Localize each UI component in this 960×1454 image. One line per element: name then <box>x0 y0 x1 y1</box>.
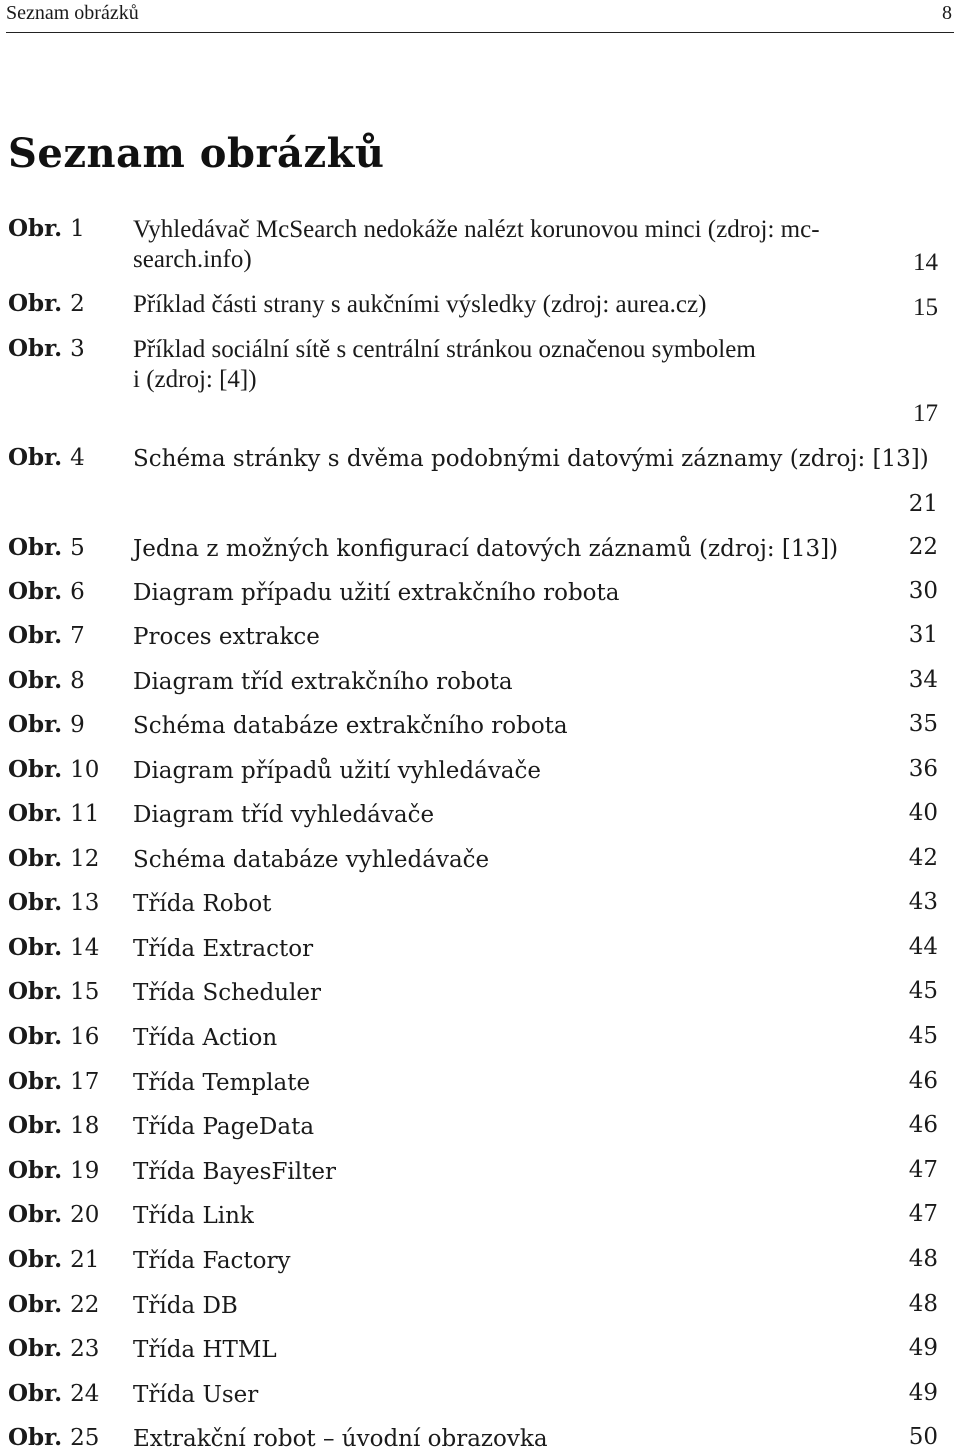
figure-caption <box>133 622 903 652</box>
figure-label-prefix: Obr. <box>8 444 71 471</box>
figure-caption <box>133 756 903 786</box>
page-reference: 47 <box>908 1157 938 1183</box>
figure-number: 7 <box>70 623 85 649</box>
figure-label <box>8 335 85 362</box>
caption-line: Třída HTML <box>133 1337 277 1363</box>
figure-number: 13 <box>70 890 100 916</box>
figure-caption <box>133 578 903 608</box>
figure-caption <box>133 1157 903 1187</box>
figure-number: 18 <box>70 1113 100 1139</box>
figure-caption <box>133 934 903 964</box>
caption-line: Třída Factory <box>133 1248 291 1274</box>
figure-caption <box>133 978 903 1008</box>
figure-label <box>8 934 99 961</box>
figure-label <box>8 290 85 317</box>
caption-line: Třída Extractor <box>133 936 314 962</box>
page-reference: 17 <box>913 400 938 427</box>
figure-caption <box>133 335 903 395</box>
caption-line: Schéma databáze vyhledávače <box>133 847 490 873</box>
figure-label <box>8 845 99 872</box>
figure-label <box>8 800 99 827</box>
figure-number: 4 <box>70 445 85 471</box>
caption-line: Diagram tříd vyhledávače <box>133 802 435 828</box>
figure-label <box>8 711 85 738</box>
figure-label-prefix: Obr. <box>8 534 71 561</box>
caption-line: Schéma stránky s dvěma podobnými datovými záznamy (zdroj: [13]) <box>133 446 929 472</box>
figure-label <box>8 1201 99 1228</box>
page-reference: 30 <box>908 578 938 604</box>
figure-label <box>8 1023 99 1050</box>
page-reference: 21 <box>908 491 938 517</box>
figure-number: 24 <box>70 1381 100 1407</box>
caption-line: Třída DB <box>133 1293 238 1319</box>
figure-label-prefix: Obr. <box>8 215 71 242</box>
caption-line: search.info) <box>133 246 252 273</box>
figure-label-prefix: Obr. <box>8 622 71 649</box>
figure-label <box>8 667 85 694</box>
caption-line: Třída User <box>133 1382 259 1408</box>
page-reference: 31 <box>908 622 938 648</box>
figure-label-prefix: Obr. <box>8 335 71 362</box>
caption-line: Třída BayesFilter <box>133 1159 336 1185</box>
figure-number: 21 <box>70 1247 100 1273</box>
figure-caption <box>133 800 903 830</box>
figure-number: 14 <box>70 935 100 961</box>
figure-caption <box>133 667 903 697</box>
figure-label <box>8 889 99 916</box>
figure-caption <box>133 1380 903 1410</box>
figure-label <box>8 534 85 561</box>
page-reference: 36 <box>908 756 938 782</box>
header-page-number: 8 <box>942 2 952 24</box>
page-reference: 44 <box>908 934 938 960</box>
caption-line: Příklad části strany s aukčními výsledky (zdroj: aurea.cz) <box>133 291 707 318</box>
figure-caption <box>133 444 929 474</box>
figure-caption <box>133 1246 903 1276</box>
page-reference: 50 <box>908 1424 938 1450</box>
caption-line: Vyhledávač McSearch nedokáže nalézt korunovou minci (zdroj: mc- <box>133 216 820 243</box>
page-reference: 48 <box>908 1246 938 1272</box>
figure-caption <box>133 1112 903 1142</box>
figure-label-prefix: Obr. <box>8 889 71 916</box>
page-reference: 34 <box>908 667 938 693</box>
figure-label <box>8 1157 99 1184</box>
figure-label-prefix: Obr. <box>8 1157 71 1184</box>
figure-number: 20 <box>70 1202 100 1228</box>
page-reference: 35 <box>908 711 938 737</box>
caption-line: Diagram případů užití vyhledávače <box>133 758 542 784</box>
figure-caption <box>133 1335 903 1365</box>
figure-label <box>8 1424 99 1451</box>
figure-caption <box>133 290 903 320</box>
header-title: Seznam obrázků <box>6 2 139 24</box>
page-reference: 43 <box>908 889 938 915</box>
figure-number: 9 <box>70 712 85 738</box>
page-reference: 45 <box>908 1023 938 1049</box>
figure-caption <box>133 845 903 875</box>
figure-label-prefix: Obr. <box>8 756 71 783</box>
figure-number: 17 <box>70 1069 100 1095</box>
figure-label <box>8 215 85 242</box>
running-header <box>6 0 954 33</box>
page-reference: 22 <box>908 534 938 560</box>
figure-label-prefix: Obr. <box>8 578 71 605</box>
figure-label-prefix: Obr. <box>8 1246 71 1273</box>
figure-caption <box>133 534 903 564</box>
caption-line: Diagram případu užití extrakčního robota <box>133 580 620 606</box>
figure-number: 8 <box>70 668 85 694</box>
figure-label-prefix: Obr. <box>8 711 71 738</box>
caption-line: Třída Scheduler <box>133 980 321 1006</box>
figure-number: 25 <box>70 1425 100 1451</box>
figure-number: 22 <box>70 1292 100 1318</box>
figure-label-prefix: Obr. <box>8 1068 71 1095</box>
figure-number: 2 <box>70 291 85 317</box>
figure-label-prefix: Obr. <box>8 978 71 1005</box>
caption-line: Třída Action <box>133 1025 278 1051</box>
figure-number: 11 <box>70 801 100 827</box>
figure-label <box>8 578 85 605</box>
figure-label <box>8 1246 99 1273</box>
caption-line: Třída Template <box>133 1070 311 1096</box>
page-reference: 14 <box>913 249 938 276</box>
figure-caption <box>133 1023 903 1053</box>
page-reference: 48 <box>908 1291 938 1317</box>
figure-number: 16 <box>70 1024 100 1050</box>
page-reference: 42 <box>908 845 938 871</box>
caption-line: Diagram tříd extrakčního robota <box>133 669 513 695</box>
figure-number: 23 <box>70 1336 100 1362</box>
page-reference: 46 <box>908 1068 938 1094</box>
figure-label-prefix: Obr. <box>8 1380 71 1407</box>
figure-label <box>8 1112 99 1139</box>
figure-label <box>8 756 99 783</box>
page-reference: 49 <box>908 1335 938 1361</box>
page-reference: 40 <box>908 800 938 826</box>
figure-number: 3 <box>70 336 85 362</box>
caption-line: Extrakční robot – úvodní obrazovka <box>133 1426 548 1452</box>
caption-line: Příklad sociální sítě s centrální stránkou označenou symbolem <box>133 336 756 363</box>
figure-label-prefix: Obr. <box>8 934 71 961</box>
figure-label-prefix: Obr. <box>8 290 71 317</box>
caption-line: i (zdroj: [4]) <box>133 366 257 393</box>
figure-number: 10 <box>70 757 100 783</box>
figure-number: 15 <box>70 979 100 1005</box>
page-reference: 47 <box>908 1201 938 1227</box>
caption-line: Třída Robot <box>133 891 272 917</box>
caption-line: Proces extrakce <box>133 624 320 650</box>
figure-label <box>8 1291 99 1318</box>
figure-label-prefix: Obr. <box>8 800 71 827</box>
figure-caption <box>133 1291 903 1321</box>
caption-line: Třída Link <box>133 1203 254 1229</box>
figure-label-prefix: Obr. <box>8 845 71 872</box>
caption-line: Třída PageData <box>133 1114 315 1140</box>
figure-label-prefix: Obr. <box>8 1335 71 1362</box>
figure-label <box>8 978 99 1005</box>
figure-caption <box>133 215 903 275</box>
figure-label-prefix: Obr. <box>8 1201 71 1228</box>
page-reference: 49 <box>908 1380 938 1406</box>
figure-number: 19 <box>70 1158 100 1184</box>
figure-caption <box>133 711 903 741</box>
figure-label <box>8 1335 99 1362</box>
figure-caption <box>133 1424 903 1454</box>
figure-label <box>8 444 85 471</box>
caption-line: Schéma databáze extrakčního robota <box>133 713 568 739</box>
figure-label-prefix: Obr. <box>8 1112 71 1139</box>
figure-number: 5 <box>70 535 85 561</box>
figure-label-prefix: Obr. <box>8 1023 71 1050</box>
figure-caption <box>133 889 903 919</box>
figure-label-prefix: Obr. <box>8 1424 71 1451</box>
page-title: Seznam obrázků <box>8 130 385 177</box>
figure-number: 6 <box>70 579 85 605</box>
figure-number: 12 <box>70 846 100 872</box>
page-reference: 45 <box>908 978 938 1004</box>
figure-label <box>8 622 85 649</box>
figure-number: 1 <box>70 216 85 242</box>
figure-label-prefix: Obr. <box>8 667 71 694</box>
figure-label <box>8 1380 99 1407</box>
figure-caption <box>133 1201 903 1231</box>
figure-label <box>8 1068 99 1095</box>
page-reference: 15 <box>913 294 938 321</box>
figure-label-prefix: Obr. <box>8 1291 71 1318</box>
figure-caption <box>133 1068 903 1098</box>
caption-line: Jedna z možných konfigurací datových záznamů (zdroj: [13]) <box>133 536 839 562</box>
page-reference: 46 <box>908 1112 938 1138</box>
